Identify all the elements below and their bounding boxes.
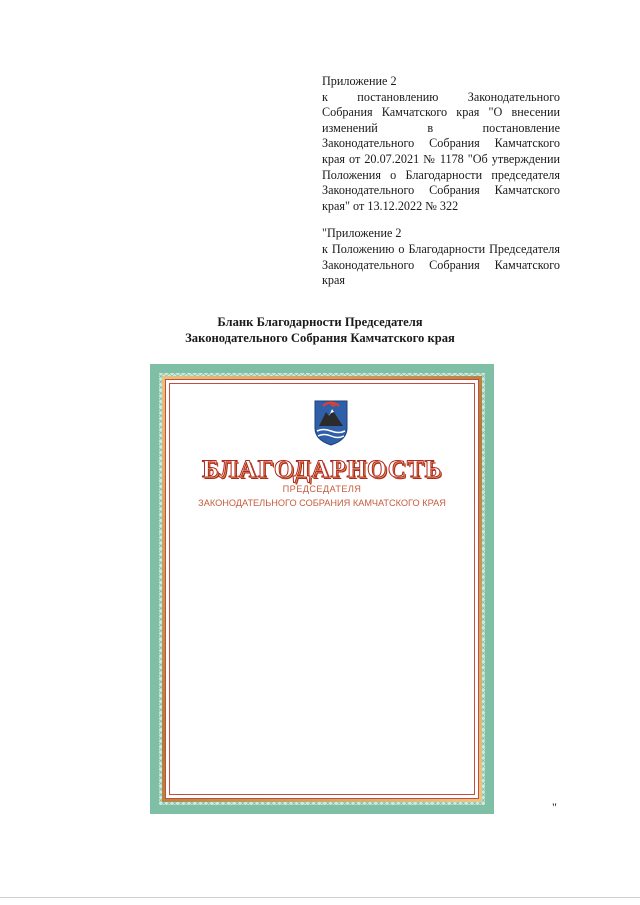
certificate-subtitle-2: ЗАКОНОДАТЕЛЬНОГО СОБРАНИЯ КАМЧАТСКОГО КРАЯ — [198, 498, 446, 508]
appendix-label: Приложение 2 — [322, 74, 397, 88]
blank-title — [100, 314, 540, 346]
certificate-heading: БЛАГОДАРНОСТЬ — [201, 456, 443, 483]
closing-quote: " — [552, 800, 557, 814]
certificate-inner — [165, 379, 479, 799]
page-bottom-divider — [0, 897, 640, 898]
spacer — [322, 214, 560, 226]
appendix-reference: к постановлению Законодательного Собрания Камчатского края "О внесении изменений в постановление Законодательного Собрания Камчатского края от 20.07.2021 № 1178 "Об утверждении Положения о Благодарности председателя Законодательного Собрания Камчатского края" от 13.12.2022 № 322 — [322, 89, 560, 213]
certificate-subtitle-1: ПРЕДСЕДАТЕЛЯ — [282, 484, 362, 494]
blank-title-line1: Бланк Благодарности Председателя — [217, 315, 423, 329]
kamchatka-coat-of-arms-icon — [314, 400, 348, 446]
appendix-block — [322, 74, 560, 289]
appendix-quoted-label: "Приложение 2 — [322, 226, 402, 241]
certificate-form — [150, 364, 494, 814]
appendix-quoted-reference: к Положению о Благодарности Председателя Законодательного Собрания Камчатского края — [322, 241, 560, 288]
blank-title-line2: Законодательного Собрания Камчатского края — [185, 331, 455, 345]
certificate-gold-frame — [162, 376, 482, 802]
